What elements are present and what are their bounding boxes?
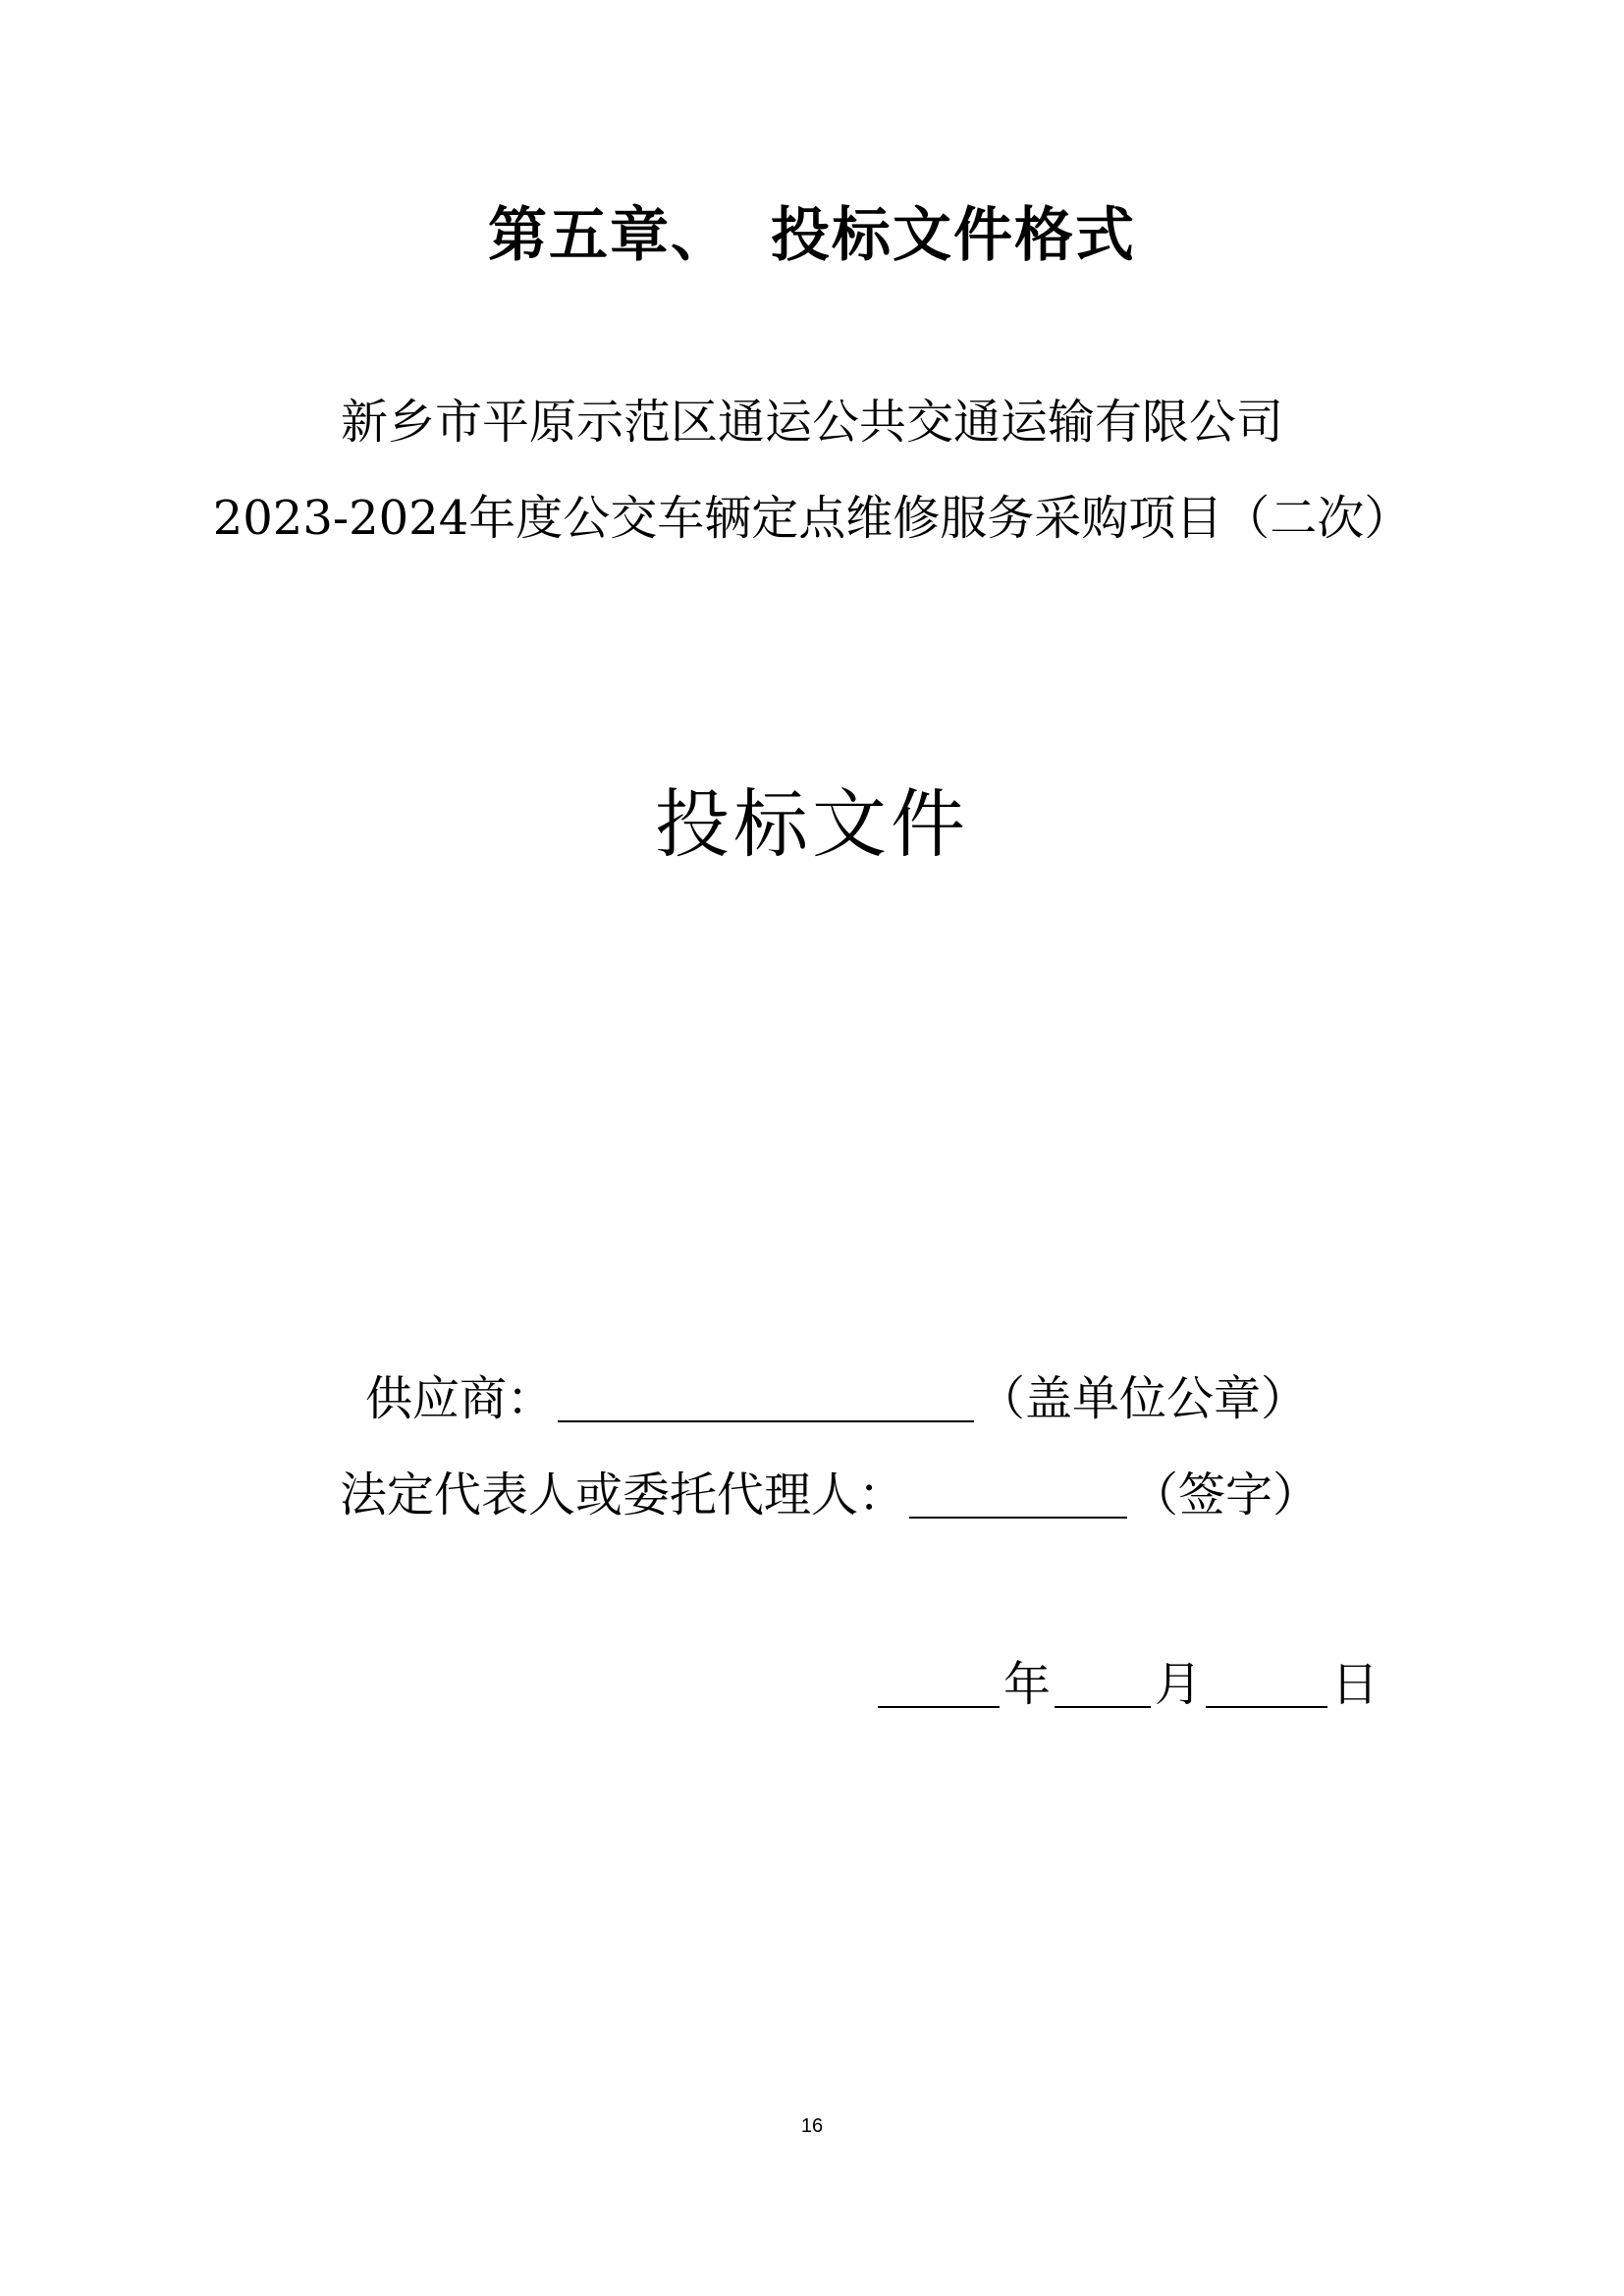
year-blank[interactable] (878, 1657, 1000, 1708)
supplier-seal-note: （盖单位公章） (978, 1371, 1309, 1426)
representative-blank[interactable] (909, 1468, 1127, 1519)
chapter-title (0, 196, 1624, 275)
representative-line (340, 1464, 1320, 1526)
chapter-name: 投标文件格式 (771, 201, 1136, 270)
representative-label: 法定代表人或委托代理人： (340, 1468, 906, 1522)
month-label: 月 (1155, 1657, 1203, 1712)
year-label: 年 (1003, 1657, 1052, 1712)
supplier-line (365, 1367, 1308, 1430)
day-blank[interactable] (1206, 1657, 1327, 1708)
supplier-blank[interactable] (558, 1371, 974, 1422)
representative-sign-note: （签字） (1131, 1468, 1321, 1522)
project-name: 2023-2024年度公交车辆定点维修服务采购项目（二次） (212, 491, 1412, 546)
month-blank[interactable] (1055, 1657, 1151, 1708)
day-label: 日 (1331, 1657, 1380, 1712)
purchaser-name: 新乡市平原示范区通运公共交通运输有限公司 (340, 395, 1283, 450)
page-number: 16 (800, 2115, 824, 2137)
date-line (874, 1653, 1379, 1716)
supplier-label: 供应商： (365, 1371, 555, 1426)
document-title: 投标文件 (655, 780, 969, 868)
chapter-number: 第五章、 (488, 201, 731, 270)
